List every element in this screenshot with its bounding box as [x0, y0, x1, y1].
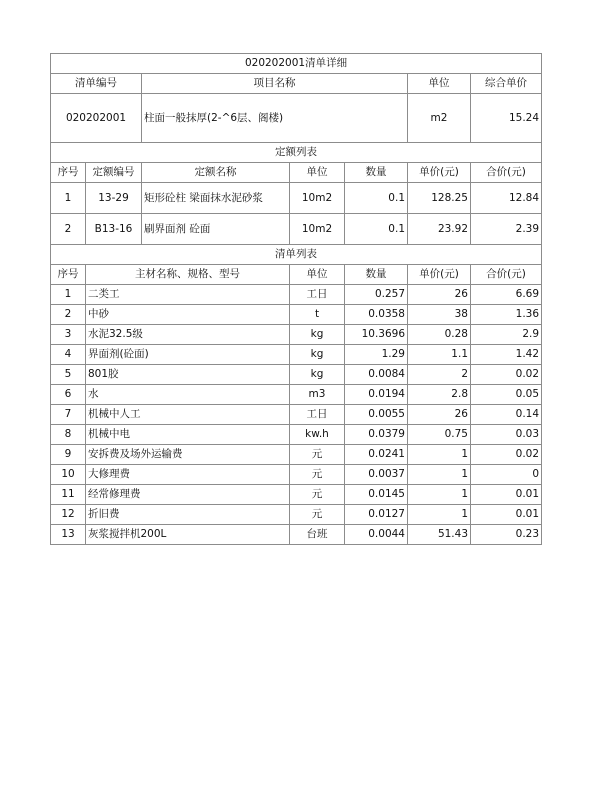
material-cell: 9	[51, 445, 86, 465]
quota-cell: 13-29	[86, 183, 142, 214]
quota-cell: 10m2	[290, 214, 345, 245]
material-cell: 1	[408, 445, 471, 465]
material-cell: 1	[51, 285, 86, 305]
quota-cell: 2.39	[471, 214, 542, 245]
material-cell: 0.0379	[345, 425, 408, 445]
material-row	[51, 505, 542, 525]
material-cell: 0.01	[471, 505, 542, 525]
material-cell: 11	[51, 485, 86, 505]
material-cell: 38	[408, 305, 471, 325]
material-cell: 51.43	[408, 525, 471, 545]
material-cell: 水泥32.5级	[86, 325, 290, 345]
material-cell: 1.42	[471, 345, 542, 365]
material-cell: 0.0358	[345, 305, 408, 325]
material-row	[51, 385, 542, 405]
material-cell: 台班	[290, 525, 345, 545]
material-cell: 2.9	[471, 325, 542, 345]
quota-column-header: 定额名称	[142, 163, 290, 183]
quota-column-header: 单位	[290, 163, 345, 183]
item-price: 15.24	[471, 94, 542, 143]
material-row	[51, 405, 542, 425]
material-cell: 元	[290, 445, 345, 465]
material-cell: 0.75	[408, 425, 471, 445]
material-cell: 6.69	[471, 285, 542, 305]
material-cell: 1.29	[345, 345, 408, 365]
quota-row	[51, 183, 542, 214]
price-header: 综合单价	[471, 74, 542, 94]
material-cell: 1	[408, 485, 471, 505]
material-cell: 0.28	[408, 325, 471, 345]
material-cell: 0.05	[471, 385, 542, 405]
material-cell: 安拆费及场外运输费	[86, 445, 290, 465]
material-cell: 元	[290, 505, 345, 525]
quota-cell: 0.1	[345, 183, 408, 214]
material-cell: 5	[51, 365, 86, 385]
material-cell: 26	[408, 285, 471, 305]
item-code: 020202001	[51, 94, 142, 143]
item-unit: m2	[408, 94, 471, 143]
quota-column-header: 序号	[51, 163, 86, 183]
material-column-header: 单价(元)	[408, 265, 471, 285]
material-cell: 1.1	[408, 345, 471, 365]
material-cell: m3	[290, 385, 345, 405]
material-cell: 0.0194	[345, 385, 408, 405]
material-cell: 二类工	[86, 285, 290, 305]
material-cell: 0.0037	[345, 465, 408, 485]
material-cell: 12	[51, 505, 86, 525]
material-cell: 0.0044	[345, 525, 408, 545]
material-cell: 3	[51, 325, 86, 345]
material-section-title: 清单列表	[51, 245, 542, 265]
material-row	[51, 425, 542, 445]
material-cell: 10.3696	[345, 325, 408, 345]
quota-column-header: 合价(元)	[471, 163, 542, 183]
quota-cell: 23.92	[408, 214, 471, 245]
quota-cell: 1	[51, 183, 86, 214]
quota-row	[51, 214, 542, 245]
material-row	[51, 485, 542, 505]
material-column-header: 主材名称、规格、型号	[86, 265, 290, 285]
material-header-row	[51, 265, 542, 285]
material-column-header: 数量	[345, 265, 408, 285]
material-cell: 0.0084	[345, 365, 408, 385]
material-cell: 2	[51, 305, 86, 325]
quota-cell: B13-16	[86, 214, 142, 245]
material-cell: kg	[290, 325, 345, 345]
quota-cell: 12.84	[471, 183, 542, 214]
quota-section-title: 定额列表	[51, 143, 542, 163]
material-cell: 0.14	[471, 405, 542, 425]
item-name: 柱面一般抹厚(2-^6层、阁楼)	[142, 94, 408, 143]
material-cell: 0.0055	[345, 405, 408, 425]
material-cell: 经常修理费	[86, 485, 290, 505]
material-cell: kg	[290, 365, 345, 385]
material-cell: 0.02	[471, 445, 542, 465]
quota-cell: 10m2	[290, 183, 345, 214]
material-cell: 0.23	[471, 525, 542, 545]
material-cell: 10	[51, 465, 86, 485]
material-column-header: 单位	[290, 265, 345, 285]
material-cell: 水	[86, 385, 290, 405]
name-header: 项目名称	[142, 74, 408, 94]
bill-detail-table	[50, 53, 542, 545]
material-cell: t	[290, 305, 345, 325]
material-cell: 折旧费	[86, 505, 290, 525]
material-cell: 1	[408, 465, 471, 485]
material-column-header: 合价(元)	[471, 265, 542, 285]
unit-header: 单位	[408, 74, 471, 94]
material-cell: 0.01	[471, 485, 542, 505]
material-cell: 26	[408, 405, 471, 425]
material-cell: 0.02	[471, 365, 542, 385]
material-cell: 1	[408, 505, 471, 525]
quota-cell: 128.25	[408, 183, 471, 214]
material-row	[51, 325, 542, 345]
quota-cell: 2	[51, 214, 86, 245]
material-cell: 6	[51, 385, 86, 405]
material-row	[51, 345, 542, 365]
material-row	[51, 305, 542, 325]
material-cell: 中砂	[86, 305, 290, 325]
quota-column-header: 定额编号	[86, 163, 142, 183]
quota-column-header: 数量	[345, 163, 408, 183]
material-cell: 2	[408, 365, 471, 385]
material-cell: 机械中人工	[86, 405, 290, 425]
material-cell: 灰浆搅拌机200L	[86, 525, 290, 545]
material-row	[51, 525, 542, 545]
material-cell: 2.8	[408, 385, 471, 405]
material-cell: 13	[51, 525, 86, 545]
material-column-header: 序号	[51, 265, 86, 285]
material-cell: 0	[471, 465, 542, 485]
code-header: 清单编号	[51, 74, 142, 94]
material-row	[51, 465, 542, 485]
table-title: 020202001清单详细	[51, 54, 542, 74]
quota-header-row	[51, 163, 542, 183]
quota-cell: 刷界面剂 砼面	[142, 214, 290, 245]
material-cell: 机械中电	[86, 425, 290, 445]
material-cell: kg	[290, 345, 345, 365]
quota-cell: 0.1	[345, 214, 408, 245]
material-cell: kw.h	[290, 425, 345, 445]
quota-column-header: 单价(元)	[408, 163, 471, 183]
material-cell: 4	[51, 345, 86, 365]
material-cell: 界面剂(砼面)	[86, 345, 290, 365]
material-cell: 1.36	[471, 305, 542, 325]
material-cell: 7	[51, 405, 86, 425]
material-cell: 8	[51, 425, 86, 445]
material-cell: 工日	[290, 285, 345, 305]
material-cell: 801胶	[86, 365, 290, 385]
material-cell: 大修理费	[86, 465, 290, 485]
material-cell: 0.0145	[345, 485, 408, 505]
material-row	[51, 285, 542, 305]
material-cell: 0.0241	[345, 445, 408, 465]
quota-cell: 矩形砼柱 梁面抹水泥砂浆	[142, 183, 290, 214]
material-cell: 0.0127	[345, 505, 408, 525]
material-row	[51, 365, 542, 385]
material-cell: 元	[290, 465, 345, 485]
material-cell: 0.257	[345, 285, 408, 305]
material-cell: 元	[290, 485, 345, 505]
material-cell: 工日	[290, 405, 345, 425]
material-row	[51, 445, 542, 465]
material-cell: 0.03	[471, 425, 542, 445]
